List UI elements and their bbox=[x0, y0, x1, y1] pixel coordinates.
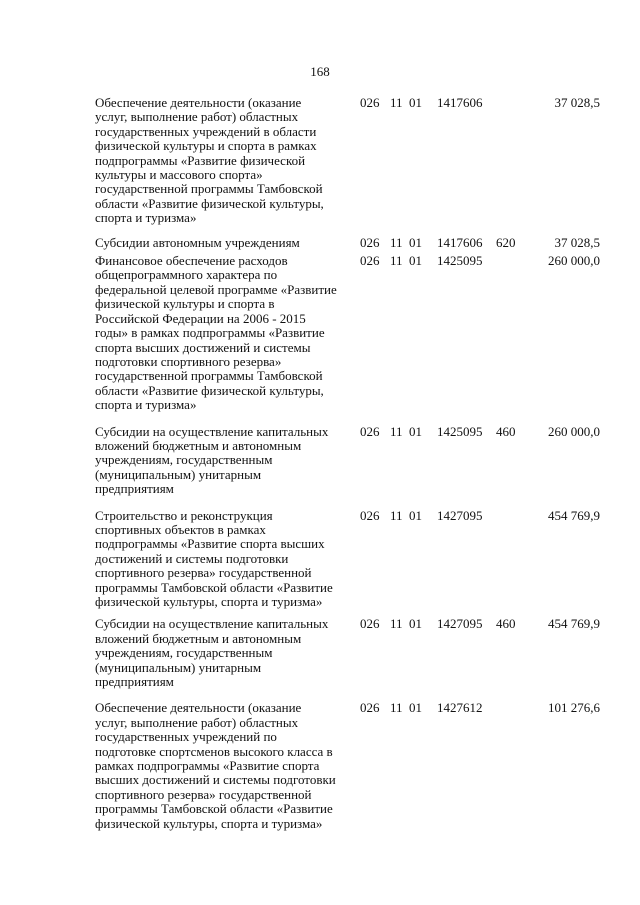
row-amount: 37 028,5 bbox=[554, 95, 600, 110]
row-expense-type-code: 460 bbox=[496, 423, 516, 439]
row-target-item-code: 1417606 bbox=[437, 95, 483, 110]
row-amount: 260 000,0 bbox=[548, 253, 600, 269]
row-department-code: 026 bbox=[360, 507, 380, 523]
row-description: Строительство и реконструкция спортивных объектов в рамках подпрограммы «Развитие спорта высших достижений и системы подготовки спортивного резерва» государственной программы Тамбовской области «Развитие физической культуры, спорта и туризма» bbox=[95, 507, 333, 609]
row-description: Обеспечение деятельности (оказание услуг, выполнение работ) областных государственных учреждений по подготовке спортсменов высокого класса в рамках подпрограммы «Развитие спорта высших достижений и системы подготовки спортивного резерва» государственной программы Тамбовской области «Развитие физической культуры, спорта и туризма» bbox=[95, 700, 336, 831]
row-subsection-code: 01 bbox=[409, 507, 422, 523]
row-department-code: 026 bbox=[360, 253, 380, 269]
table-row bbox=[0, 96, 640, 226]
row-description: Субсидии автономным учреждениям bbox=[95, 234, 300, 250]
row-amount: 101 276,6 bbox=[548, 700, 600, 716]
row-amount: 37 028,5 bbox=[554, 234, 600, 250]
row-target-item-code: 1425095 bbox=[437, 423, 483, 439]
row-department-code: 026 bbox=[360, 234, 380, 250]
row-section-code: 11 bbox=[390, 234, 403, 250]
row-target-item-code: 1427095 bbox=[437, 616, 483, 632]
row-section-code: 11 bbox=[390, 700, 403, 716]
row-expense-type-code: 620 bbox=[496, 234, 516, 250]
table-row bbox=[0, 254, 640, 412]
budget-table bbox=[0, 96, 640, 831]
row-target-item-code: 1425095 bbox=[437, 253, 483, 269]
row-department-code: 026 bbox=[360, 700, 380, 716]
row-section-code: 11 bbox=[390, 253, 403, 269]
row-description: Субсидии на осуществление капитальных вложений бюджетным и автономным учреждениям, государственным (муниципальным) унитарным предприятиям bbox=[95, 616, 329, 690]
row-description: Обеспечение деятельности (оказание услуг, выполнение работ) областных государственных учреждений в области физической культуры и спорта в рамках подпрограммы «Развитие физической культуры и массового спорта» государственной программы Тамбовской области «Развитие физической культуры, спорта и туризма» bbox=[95, 95, 324, 226]
row-section-code: 11 bbox=[390, 507, 403, 523]
row-section-code: 11 bbox=[390, 423, 403, 439]
table-row bbox=[0, 425, 640, 497]
row-department-code: 026 bbox=[360, 616, 380, 632]
row-subsection-code: 01 bbox=[409, 423, 422, 439]
row-subsection-code: 01 bbox=[409, 95, 422, 110]
row-section-code: 11 bbox=[390, 616, 403, 632]
row-expense-type-code: 460 bbox=[496, 616, 516, 632]
row-description: Субсидии на осуществление капитальных вложений бюджетным и автономным учреждениям, государственным (муниципальным) унитарным предприятиям bbox=[95, 423, 329, 497]
row-description: Финансовое обеспечение расходов общепрограммного характера по федеральной целевой программе «Развитие физической культуры и спорта в Российской Федерации на 2006 - 2015 годы» в рамках подпрограммы «Развитие спорта высших достижений и системы подготовки спортивного резерва» государственной программы Тамбовской области «Развитие физической культуры, спорта и туризма» bbox=[95, 253, 337, 413]
table-row bbox=[0, 617, 640, 689]
row-department-code: 026 bbox=[360, 95, 380, 110]
table-row bbox=[0, 509, 640, 610]
row-subsection-code: 01 bbox=[409, 616, 422, 632]
table-row bbox=[0, 236, 640, 250]
row-department-code: 026 bbox=[360, 423, 380, 439]
row-section-code: 11 bbox=[390, 95, 403, 110]
table-row bbox=[0, 701, 640, 831]
row-target-item-code: 1427612 bbox=[437, 700, 483, 716]
row-subsection-code: 01 bbox=[409, 700, 422, 716]
row-target-item-code: 1417606 bbox=[437, 234, 483, 250]
row-amount: 454 769,9 bbox=[548, 616, 600, 632]
row-subsection-code: 01 bbox=[409, 253, 422, 269]
row-amount: 454 769,9 bbox=[548, 507, 600, 523]
row-target-item-code: 1427095 bbox=[437, 507, 483, 523]
page-number: 168 bbox=[310, 64, 330, 79]
row-amount: 260 000,0 bbox=[548, 423, 600, 439]
row-subsection-code: 01 bbox=[409, 234, 422, 250]
